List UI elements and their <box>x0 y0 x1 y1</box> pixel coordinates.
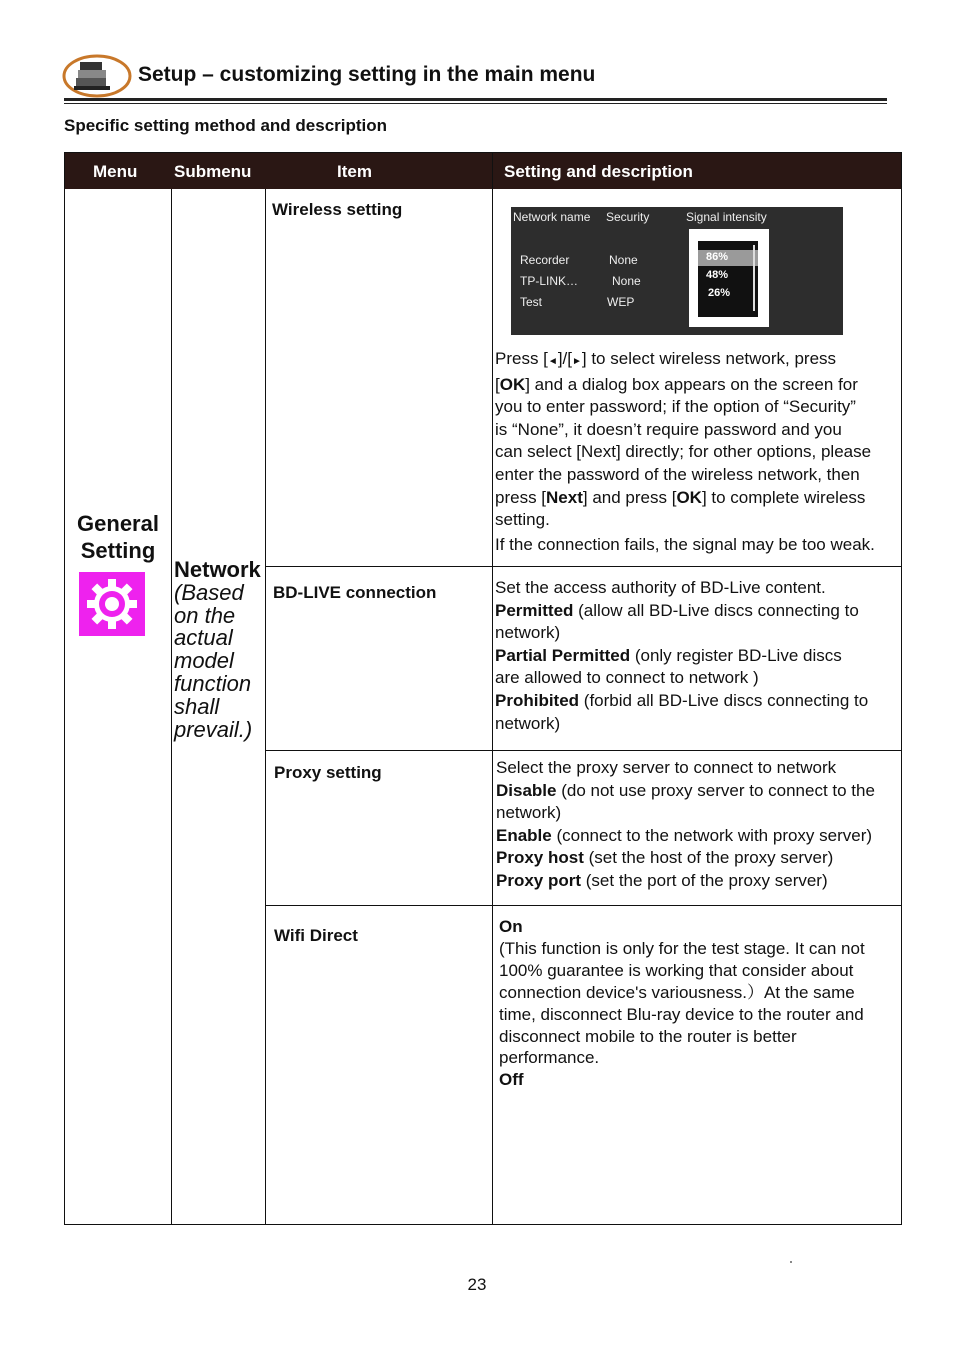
desc-bold: On <box>499 917 523 936</box>
desc-line: network) <box>495 713 561 733</box>
menu-label-line1: General <box>77 511 159 536</box>
desc-line: network) <box>496 803 562 823</box>
desc-line: Set the access authority of BD-Live content. <box>495 578 826 597</box>
desc-bold: OK <box>499 374 526 394</box>
desc-line: enter the password of the wireless network, then <box>495 464 860 484</box>
desc-line: 100% guarantee is working that consider about <box>499 960 854 980</box>
desc-line: If the connection fails, the signal may be too weak. <box>495 534 875 554</box>
desc-bold: OK <box>676 487 702 507</box>
settings-table <box>64 152 902 1225</box>
menu-label <box>65 510 171 564</box>
proxy-description <box>496 757 875 893</box>
column-header-item: Item <box>337 162 372 181</box>
item-wireless-setting: Wireless setting <box>272 200 403 219</box>
item-wifi-direct: Wifi Direct <box>274 926 358 945</box>
page-title: Setup – customizing setting in the main menu <box>138 63 596 86</box>
column-header-menu: Menu <box>93 162 138 181</box>
desc-line: performance. <box>499 1048 600 1068</box>
desc-text: [ <box>495 374 500 394</box>
desc-text: press [ <box>495 487 547 507</box>
network-name: Test <box>520 295 543 309</box>
desc-text: (allow all BD-Live discs connecting to <box>573 600 859 620</box>
submenu-note-line: (Based <box>174 579 244 605</box>
column-divider <box>492 153 493 1225</box>
signal-value: 86% <box>706 251 729 263</box>
desc-text: ] and a dialog box appears on the screen for <box>525 374 858 394</box>
desc-line: Select the proxy server to connect to network <box>496 758 837 777</box>
row-divider <box>265 750 901 751</box>
row-divider <box>265 905 901 906</box>
submenu-note-line: on the <box>174 602 236 628</box>
desc-text: ] to select wireless network, press <box>581 349 837 368</box>
signal-list <box>698 241 758 317</box>
item-bd-live-connection: BD-LIVE connection <box>273 583 437 602</box>
desc-line: can select [Next] directly; for other options, please <box>495 442 872 462</box>
left-arrow-icon: ◄ <box>547 356 558 367</box>
row-divider <box>265 566 901 567</box>
wireless-description <box>495 348 875 556</box>
submenu-note-line: function <box>174 670 252 696</box>
desc-text: (do not use proxy server to connect to the <box>556 780 875 800</box>
submenu-note-line: prevail.) <box>174 716 253 742</box>
panel-header-signal: Signal intensity <box>686 210 767 224</box>
column-header-setting: Setting and description <box>504 162 693 181</box>
desc-bold: Off <box>499 1070 524 1090</box>
desc-bold: Disable <box>496 780 557 800</box>
signal-value: 48% <box>706 269 729 281</box>
desc-text: ] to complete wireless <box>701 487 866 507</box>
scrollbar <box>753 245 755 311</box>
page-number: 23 <box>467 1275 487 1294</box>
network-name: TP-LINK… <box>520 274 579 288</box>
desc-bold: Prohibited <box>495 690 580 710</box>
network-security: None <box>609 253 638 267</box>
section-title: Specific setting method and description <box>64 116 388 135</box>
desc-line: time, disconnect Blu-ray device to the router and <box>499 1004 864 1024</box>
stray-mark <box>790 1261 792 1263</box>
network-security: None <box>612 274 641 288</box>
submenu-network <box>174 559 270 741</box>
title-rule <box>64 98 887 101</box>
desc-line: is “None”, it doesn’t require password and you <box>495 419 842 439</box>
desc-text: (set the host of the proxy server) <box>583 848 834 868</box>
network-security: WEP <box>607 295 635 309</box>
desc-bold: Proxy host <box>496 848 584 868</box>
desc-text: (forbid all BD-Live discs connecting to <box>579 690 869 710</box>
desc-line: (This function is only for the test stage. It can not <box>499 938 865 958</box>
desc-text: ] and press [ <box>582 487 677 507</box>
desc-line: connection device's variousness.）At the same <box>499 982 855 1002</box>
desc-text: (set the port of the proxy server) <box>581 870 828 890</box>
desc-line: you to enter password; if the option of “Security” <box>495 397 856 417</box>
desc-bold: Partial Permitted <box>495 645 631 665</box>
desc-text: ]/[ <box>557 349 572 368</box>
desc-bold: Next <box>546 487 583 507</box>
desc-line: setting. <box>495 510 550 530</box>
submenu-note-line: shall <box>174 693 220 719</box>
desc-text: (connect to the network with proxy server) <box>551 825 873 845</box>
signal-intensity-box <box>689 229 769 327</box>
submenu-note-line: actual <box>174 625 233 651</box>
wifi-direct-description <box>499 916 865 1091</box>
bd-live-description <box>495 577 868 735</box>
column-divider <box>171 189 172 1225</box>
menu-label-line2: Setting <box>80 538 156 563</box>
desc-bold: Proxy port <box>496 870 582 890</box>
desc-text: (only register BD-Live discs <box>630 645 842 665</box>
desc-bold: Enable <box>496 825 552 845</box>
desc-line: disconnect mobile to the router is better <box>499 1026 797 1046</box>
submenu-note-line: model <box>174 648 234 674</box>
right-arrow-icon: ► <box>571 356 582 367</box>
column-header-submenu: Submenu <box>174 162 252 181</box>
network-name: Recorder <box>520 253 570 267</box>
item-proxy-setting: Proxy setting <box>274 763 382 782</box>
desc-bold: Permitted <box>495 600 574 620</box>
desc-line: network) <box>495 623 561 643</box>
desc-text: Press [ <box>495 349 548 368</box>
submenu-title: Network <box>174 557 261 582</box>
title-rule-thin <box>64 103 887 104</box>
table-header <box>65 153 901 189</box>
panel-header-network-name: Network name <box>513 210 591 224</box>
panel-header-security: Security <box>606 210 650 224</box>
wireless-network-panel <box>511 207 843 335</box>
signal-value: 26% <box>708 287 731 299</box>
books-logo-icon <box>62 52 132 98</box>
desc-line: are allowed to connect to network ) <box>495 668 759 688</box>
gear-icon <box>79 572 145 636</box>
